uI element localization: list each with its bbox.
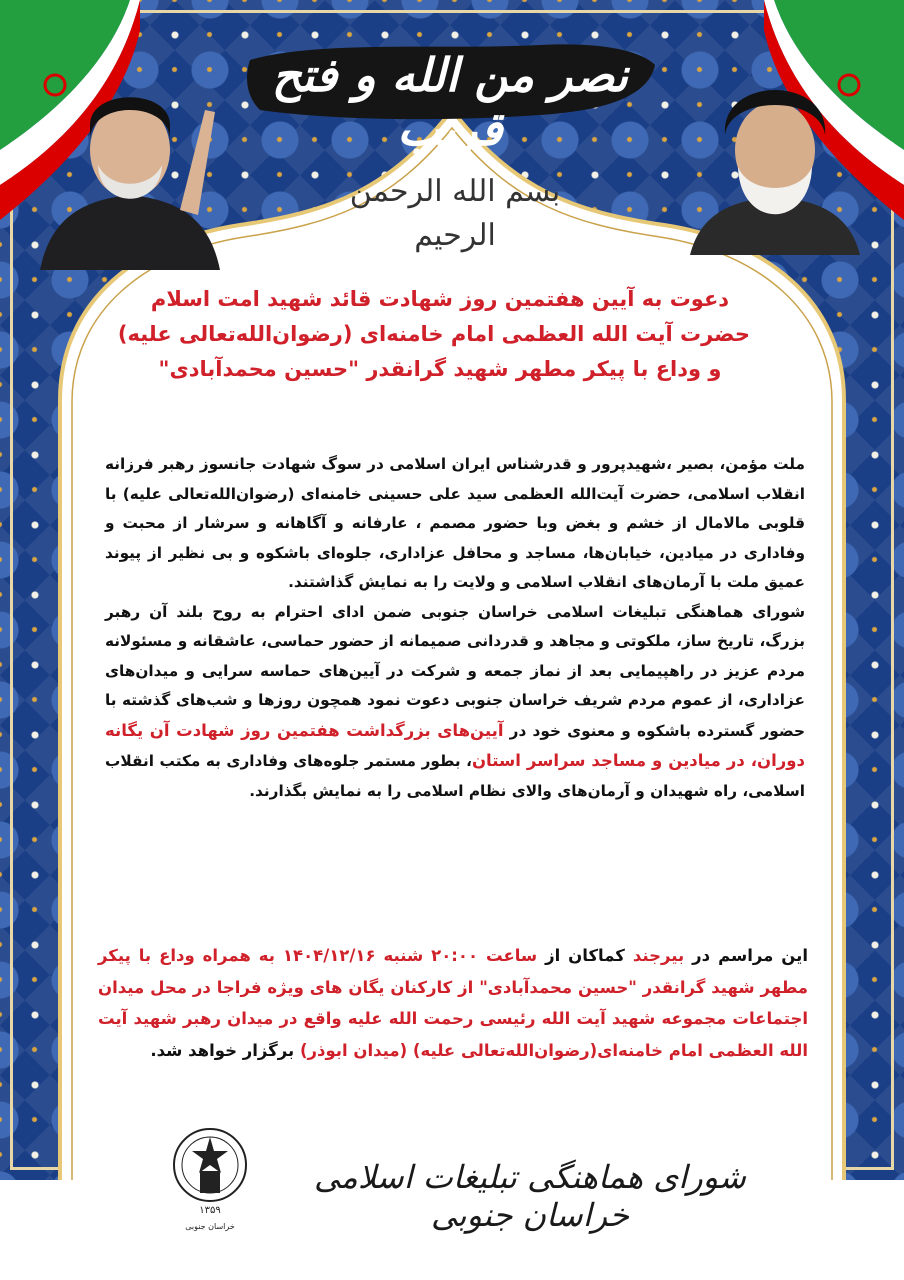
title-line-1: دعوت به آیین هفتمین روز شهادت قائد شهید امت اسلام [150, 287, 730, 311]
ceremony-text-3: برگزار خواهد شد. [150, 1040, 300, 1060]
council-signature: شورای هماهنگی تبلیغات اسلامی خراسان جنوبی [314, 1158, 746, 1234]
invitation-title [117, 282, 750, 387]
calligraphy-banner [240, 30, 660, 156]
ceremony-details [98, 940, 808, 1066]
statement-paragraph-1: ملت مؤمن، بصیر ،شهیدپرور و قدرشناس ایران اسلامی در سوگ شهادت جانسوز رهبر فرزانه انقلاب اسلامی، حضرت آیت‌الله العظمی سید علی حسینی خامنه‌ای (رضوان‌الله‌تعالی علیه) با قلوبی مالامال از خشم و بغض وبا حضور مصمم ، عارفانه و آگاهانه و سرشار از محبت و وفاداری در میادین، خیابان‌ها، مساجد و محافل عزاداری، جلوه‌ای باشکوه و بی نظیر از پیوند عمیق ملت با آرمان‌های انقلاب اسلامی و ولایت را به نمایش گذاشتند. [105, 455, 805, 591]
statement-body [105, 450, 805, 806]
ceremony-time-place: ساعت ۲۰:۰۰ شنبه ۱۴۰۴/۱۲/۱۶ به همراه وداع با پیکر مطهر شهید گرانقدر "حسین محمدآبادی" از کارکنان یگان های ویژه فراجا در محل میدان اجتماعات مجموعه شهید آیت الله رئیسی رحمت الله علیه واقع در میدان رهبر شهید آیت الله العظمی امام خامنه‌ای(رضوان‌الله‌تعالی علیه) (میدان ابوذر) [98, 946, 808, 1060]
portrait-right [690, 55, 860, 255]
emblem-place: خراسان جنوبی [185, 1222, 235, 1231]
portrait-left [30, 70, 230, 270]
paragraph-2-text-a: شورای هماهنگی تبلیغات اسلامی خراسان جنوبی ضمن ادای احترام به روح بلند آن رهبر بزرگ، تاریخ ساز، ملکوتی و مجاهد و قدردانی صمیمانه از حضور حماسی، عاشقانه و مسئولانه مردم عزیز در راهپیمایی بعد از نماز جمعه و شرکت در آیین‌های حماسه سرایی و میدان‌های عزاداری، از عموم مردم شریف خراسان جنوبی دعوت نمود همچون روزها و شب‌های گذشته با حضور گسترده باشکوه و معنوی خود در [105, 602, 805, 740]
paragraph-2-highlight: آیین‌های بزرگداشت هفتمین روز شهادت آن یگانه دوران، در میادین و مساجد سراسر استان [105, 720, 806, 770]
title-line-2: حضرت آیت الله العظمی امام خامنه‌ای (رضوان‌الله‌تعالی علیه) [117, 322, 750, 346]
statement-paragraph-2 [105, 598, 805, 807]
banner-calligraphy: نصر من الله و فتح قریب [271, 48, 629, 156]
ceremony-city: بیرجند [632, 946, 685, 965]
council-emblem [170, 1125, 250, 1237]
ceremony-text-2: کماکان از [537, 946, 633, 965]
bismillah-calligraphy: بسم الله الرحمن الرحیم [349, 174, 561, 253]
emblem-year: ۱۳۵۹ [199, 1205, 221, 1216]
paragraph-2-text-b: ، بطور مستمر جلوه‌های وفاداری به مکتب انقلاب اسلامی، راه شهیدان و آرمان‌های والای نظام اسلامی را به نمایش بگذارند. [105, 752, 805, 800]
title-line-3: و وداع با پیکر مطهر شهید گرانقدر "حسین محمدآبادی" [158, 357, 722, 381]
ceremony-text-1: این مراسم در [684, 946, 809, 965]
